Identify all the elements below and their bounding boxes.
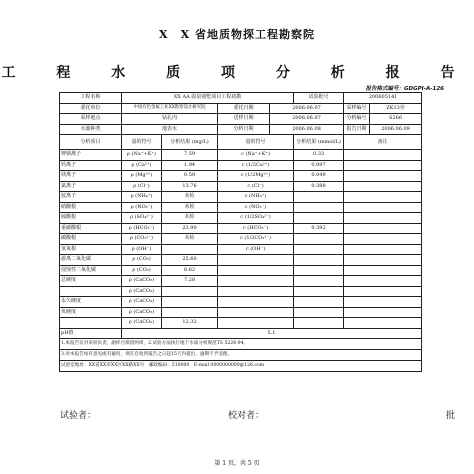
table-row — [60, 192, 422, 203]
report-date-value: 2006.06.09 — [370, 124, 422, 135]
mass-symbol: ρ (CaCO₃) — [122, 286, 162, 297]
conc-symbol: c (Na⁺+K⁺) — [218, 150, 294, 161]
conc-result: 0.097 — [294, 160, 344, 171]
report-date-label: 报告日期 — [344, 124, 370, 135]
analysis-date-value: 2006.06.08 — [270, 124, 344, 135]
send-date-label: 送样日期 — [218, 114, 270, 125]
col-conc-result: 分析结果 (mmol/L) — [294, 135, 344, 150]
project-value: XX AA 温泉别墅项目工程初勘 — [122, 93, 294, 104]
entrust-date-label: 委托日期 — [218, 103, 270, 114]
info-row-water — [60, 124, 422, 135]
conc-symbol — [218, 255, 294, 266]
site-value: 钻孔内 — [122, 114, 218, 125]
project-label: 工程名称 — [60, 93, 122, 104]
conc-result — [294, 297, 344, 308]
col-mass-symbol: 量的符号 — [122, 135, 162, 150]
analysis-date-label: 分析日期 — [218, 124, 270, 135]
col-remark: 备注 — [344, 135, 422, 150]
conc-symbol: c (NH₄⁺) — [218, 192, 294, 203]
mass-symbol: ρ (Mg²⁺) — [122, 171, 162, 182]
analysis-item: 重碳酸根 — [60, 223, 122, 234]
conc-result: 0.049 — [294, 171, 344, 182]
info-row-project — [60, 93, 422, 104]
table-row — [60, 265, 422, 276]
remark-cell — [344, 276, 422, 287]
info-row-client — [60, 103, 422, 114]
analysis-table — [59, 92, 422, 372]
conc-symbol — [218, 276, 294, 287]
table-row — [60, 286, 422, 297]
remark-cell — [344, 307, 422, 318]
analysis-item: 镁离子 — [60, 171, 122, 182]
remark-cell — [344, 171, 422, 182]
mass-result: 未检 — [162, 234, 218, 245]
mass-result: 未检 — [162, 192, 218, 203]
mass-result — [162, 307, 218, 318]
conc-symbol: c (NO₃⁻) — [218, 202, 294, 213]
conc-symbol — [218, 307, 294, 318]
col-item: 分析项目 — [60, 135, 122, 150]
lab-address: 试验室地址：XX省XX市XX区XX路XX号 邮政编码：510000 E-mail 0000000000@126.com — [60, 361, 422, 372]
table-row — [60, 181, 422, 192]
analysis-item: 氯离子 — [60, 181, 122, 192]
mass-symbol: ρ (HCO₃⁻) — [122, 223, 162, 234]
ph-value: 5.1 — [122, 328, 422, 339]
conc-symbol: c (1/2Mg²⁺) — [218, 171, 294, 182]
table-row — [60, 150, 422, 161]
test-no-value: 20060514I — [344, 93, 422, 104]
entrust-date-value: 2006.06.07 — [270, 103, 344, 114]
remark-cell — [344, 223, 422, 234]
analysis-item: 永久硬度 — [60, 297, 122, 308]
mass-symbol: ρ (CaCO₃) — [122, 276, 162, 287]
remark-cell — [344, 234, 422, 245]
conc-symbol — [218, 286, 294, 297]
water-value: 地表水 — [122, 124, 218, 135]
mass-result: 25.60 — [162, 255, 218, 266]
checker-signature: 校对者： — [228, 411, 265, 421]
analysis-item: 硫酸根 — [60, 213, 122, 224]
mass-symbol: ρ (CO₂) — [122, 255, 162, 266]
client-label: 委托单位 — [60, 103, 122, 114]
mass-result: 未检 — [162, 202, 218, 213]
conc-result: 0.388 — [294, 181, 344, 192]
mass-symbol: ρ (NO₃⁻) — [122, 202, 162, 213]
remark-cell — [344, 297, 422, 308]
tester-signature: 试验者： — [60, 411, 97, 421]
mass-result: 7.28 — [162, 276, 218, 287]
conc-result — [294, 265, 344, 276]
mass-result — [162, 244, 218, 255]
remark-cell — [344, 181, 422, 192]
info-row-site — [60, 114, 422, 125]
conc-result — [294, 213, 344, 224]
table-row — [60, 255, 422, 266]
mass-symbol: ρ (OH⁻) — [122, 244, 162, 255]
remark-cell — [344, 255, 422, 266]
table-row — [60, 297, 422, 308]
mass-symbol: ρ (NH₄⁺) — [122, 192, 162, 203]
remark-cell — [344, 202, 422, 213]
analysis-item: 钙离子 — [60, 160, 122, 171]
table-row — [60, 202, 422, 213]
conc-symbol: c (1/2CO₃²⁻) — [218, 234, 294, 245]
mass-symbol: ρ (CO₂) — [122, 265, 162, 276]
mass-result — [162, 297, 218, 308]
analysis-item: 总硬度 — [60, 276, 122, 287]
conc-symbol — [218, 265, 294, 276]
table-row — [60, 276, 422, 287]
analysis-no-label: 分析编号 — [344, 114, 370, 125]
mass-symbol: ρ (Na⁺+K⁺) — [122, 150, 162, 161]
ph-label: pH值 — [60, 328, 122, 339]
col-conc-symbol: 量的符号 — [218, 135, 294, 150]
remark-cell — [344, 286, 422, 297]
analysis-item — [60, 318, 122, 329]
analysis-item: 碳酸根 — [60, 234, 122, 245]
conc-symbol: c (1/2Ca²⁺) — [218, 160, 294, 171]
water-label: 水源种类 — [60, 124, 122, 135]
remark-cell — [344, 244, 422, 255]
table-row — [60, 244, 422, 255]
table-row — [60, 307, 422, 318]
note-1: 1.本报告仅对来样负责，副样目保留两周，2.试验方法执行地下水质分析规范TS 5226-94。 — [60, 339, 422, 350]
mass-symbol: ρ (CaCO₃) — [122, 307, 162, 318]
client-value: 中国有色金属工业XX勘察设计研究院 — [122, 103, 218, 114]
remark-cell — [344, 213, 422, 224]
conc-result: 0.392 — [294, 223, 344, 234]
conc-result: 0.33 — [294, 150, 344, 161]
analysis-item: 游离二氧化碳 — [60, 255, 122, 266]
note-row — [60, 361, 422, 372]
note-2: 3.对本报告如有意见或有疑问，须在自收到报告之日起15天内提出，逾期不予受理。 — [60, 350, 422, 361]
table-row — [60, 171, 422, 182]
remark-cell — [344, 192, 422, 203]
site-label: 采样地点 — [60, 114, 122, 125]
report-format-number: 报告格式编号：GDGPI-A-126 — [365, 86, 444, 92]
conc-symbol: c (1/2SO₄²⁻) — [218, 213, 294, 224]
conc-result — [294, 318, 344, 329]
analysis-item: 硝酸根 — [60, 202, 122, 213]
ph-row — [60, 328, 422, 339]
conc-result — [294, 276, 344, 287]
conc-symbol: c (Cl⁻) — [218, 181, 294, 192]
remark-cell — [344, 318, 422, 329]
analysis-no-value: S266 — [370, 114, 422, 125]
mass-result: 8.62 — [162, 265, 218, 276]
remark-cell — [344, 160, 422, 171]
note-row — [60, 339, 422, 350]
mass-symbol: ρ (CO₃²⁻) — [122, 234, 162, 245]
conc-result — [294, 307, 344, 318]
mass-result: 13.76 — [162, 181, 218, 192]
sample-no-label: 采样编号 — [344, 103, 370, 114]
analysis-item: 侵蚀性二氧化碳 — [60, 265, 122, 276]
test-no-label: 试验批号 — [294, 93, 344, 104]
table-row — [60, 160, 422, 171]
mass-symbol: ρ (CaCO₃) — [122, 318, 162, 329]
mass-result: 7.59 — [162, 150, 218, 161]
mass-result: 12.32 — [162, 318, 218, 329]
mass-symbol: ρ (CaCO₃) — [122, 297, 162, 308]
analysis-item: 钾钠离子 — [60, 150, 122, 161]
remark-cell — [344, 150, 422, 161]
conc-result — [294, 286, 344, 297]
mass-result — [162, 286, 218, 297]
report-title: 工 程 水 质 项 分 析 报 告 — [1, 65, 473, 81]
conc-result — [294, 255, 344, 266]
table-row — [60, 234, 422, 245]
conc-result — [294, 202, 344, 213]
institute-name: X X 省地质物探工程勘察院 — [159, 28, 315, 41]
conc-symbol: c (OH⁻) — [218, 244, 294, 255]
note-row — [60, 350, 422, 361]
col-mass-result: 分析结果 (mg/L) — [162, 135, 218, 150]
analysis-item — [60, 286, 122, 297]
analysis-item: 负硬度 — [60, 307, 122, 318]
table-row — [60, 213, 422, 224]
table-row — [60, 223, 422, 234]
mass-symbol: ρ (SO₄²⁻) — [122, 213, 162, 224]
approver-signature: 批 — [446, 411, 456, 421]
mass-result: 1.94 — [162, 160, 218, 171]
conc-symbol — [218, 318, 294, 329]
column-header-row — [60, 135, 422, 150]
table-row — [60, 318, 422, 329]
mass-result: 0.59 — [162, 171, 218, 182]
page-number: 第 1 页，共 5 页 — [214, 460, 260, 467]
remark-cell — [344, 265, 422, 276]
mass-result: 未检 — [162, 213, 218, 224]
analysis-item: 铵离子 — [60, 192, 122, 203]
conc-result — [294, 244, 344, 255]
mass-symbol: ρ (Cl⁻) — [122, 181, 162, 192]
conc-result — [294, 192, 344, 203]
conc-symbol — [218, 297, 294, 308]
send-date-value: 2006.06.07 — [270, 114, 344, 125]
conc-result — [294, 234, 344, 245]
sample-no-value: ZK13旁 — [370, 103, 422, 114]
mass-symbol: ρ (Ca²⁺) — [122, 160, 162, 171]
analysis-item: 氢氧根 — [60, 244, 122, 255]
conc-symbol: c (HCO₃⁻) — [218, 223, 294, 234]
mass-result: 23.90 — [162, 223, 218, 234]
